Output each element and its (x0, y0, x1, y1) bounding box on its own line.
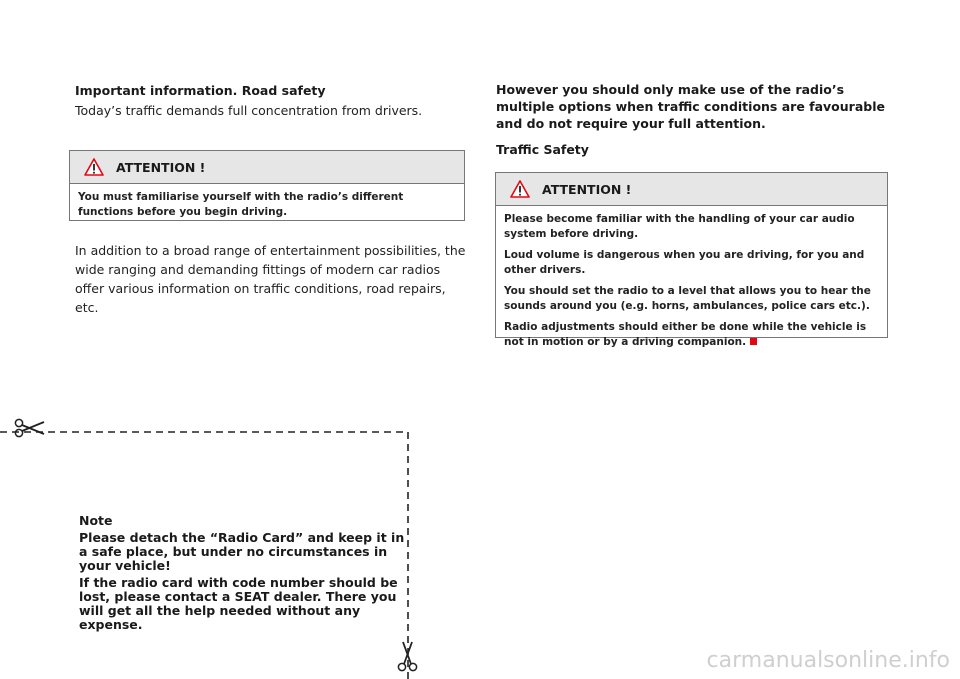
attention-text: You must familiarise yourself with the radio’s different functions before you begin driving. (78, 191, 404, 218)
intro-text: Today’s traffic demands full concentration from drivers. (75, 103, 423, 118)
note-block (79, 514, 409, 635)
attention-title: ATTENTION ! (542, 181, 632, 197)
attention-title: ATTENTION ! (116, 159, 206, 175)
note-text: If the radio card with code number should be lost, please contact a SEAT dealer. There you will get all the help needed without any expense. (79, 575, 398, 632)
body-paragraph: In addition to a broad range of entertainment possibilities, the wide ranging and demanding fittings of modern car radios offer various information on traffic conditions, road repairs, etc. (75, 243, 466, 315)
intro-text: However you should only make use of the radio’s multiple options when traffic conditions are favourable and do not require your full attention. (496, 82, 885, 131)
section-heading: Traffic Safety (496, 142, 589, 157)
section-heading: Important information. Road safety (75, 83, 326, 98)
attention-text: Please become familiar with the handling of your car audio system before driving. (504, 213, 855, 240)
note-text: Please detach the “Radio Card” and keep it in a safe place, but under no circumstances in your vehicle! (79, 530, 405, 573)
footer-watermark: carmanualsonline.info (706, 648, 950, 673)
attention-text: Radio adjustments should either be done while the vehicle is not in motion or by a driving companion. (504, 321, 867, 348)
attention-text: Loud volume is dangerous when you are driving, for you and other drivers. (504, 249, 865, 276)
scissors-icon (14, 418, 46, 438)
attention-text: You should set the radio to a level that allows you to hear the sounds around you (e.g. horns, ambulances, police cars etc.). (504, 285, 871, 312)
scissors-icon (395, 640, 421, 672)
note-title: Note (79, 513, 113, 528)
